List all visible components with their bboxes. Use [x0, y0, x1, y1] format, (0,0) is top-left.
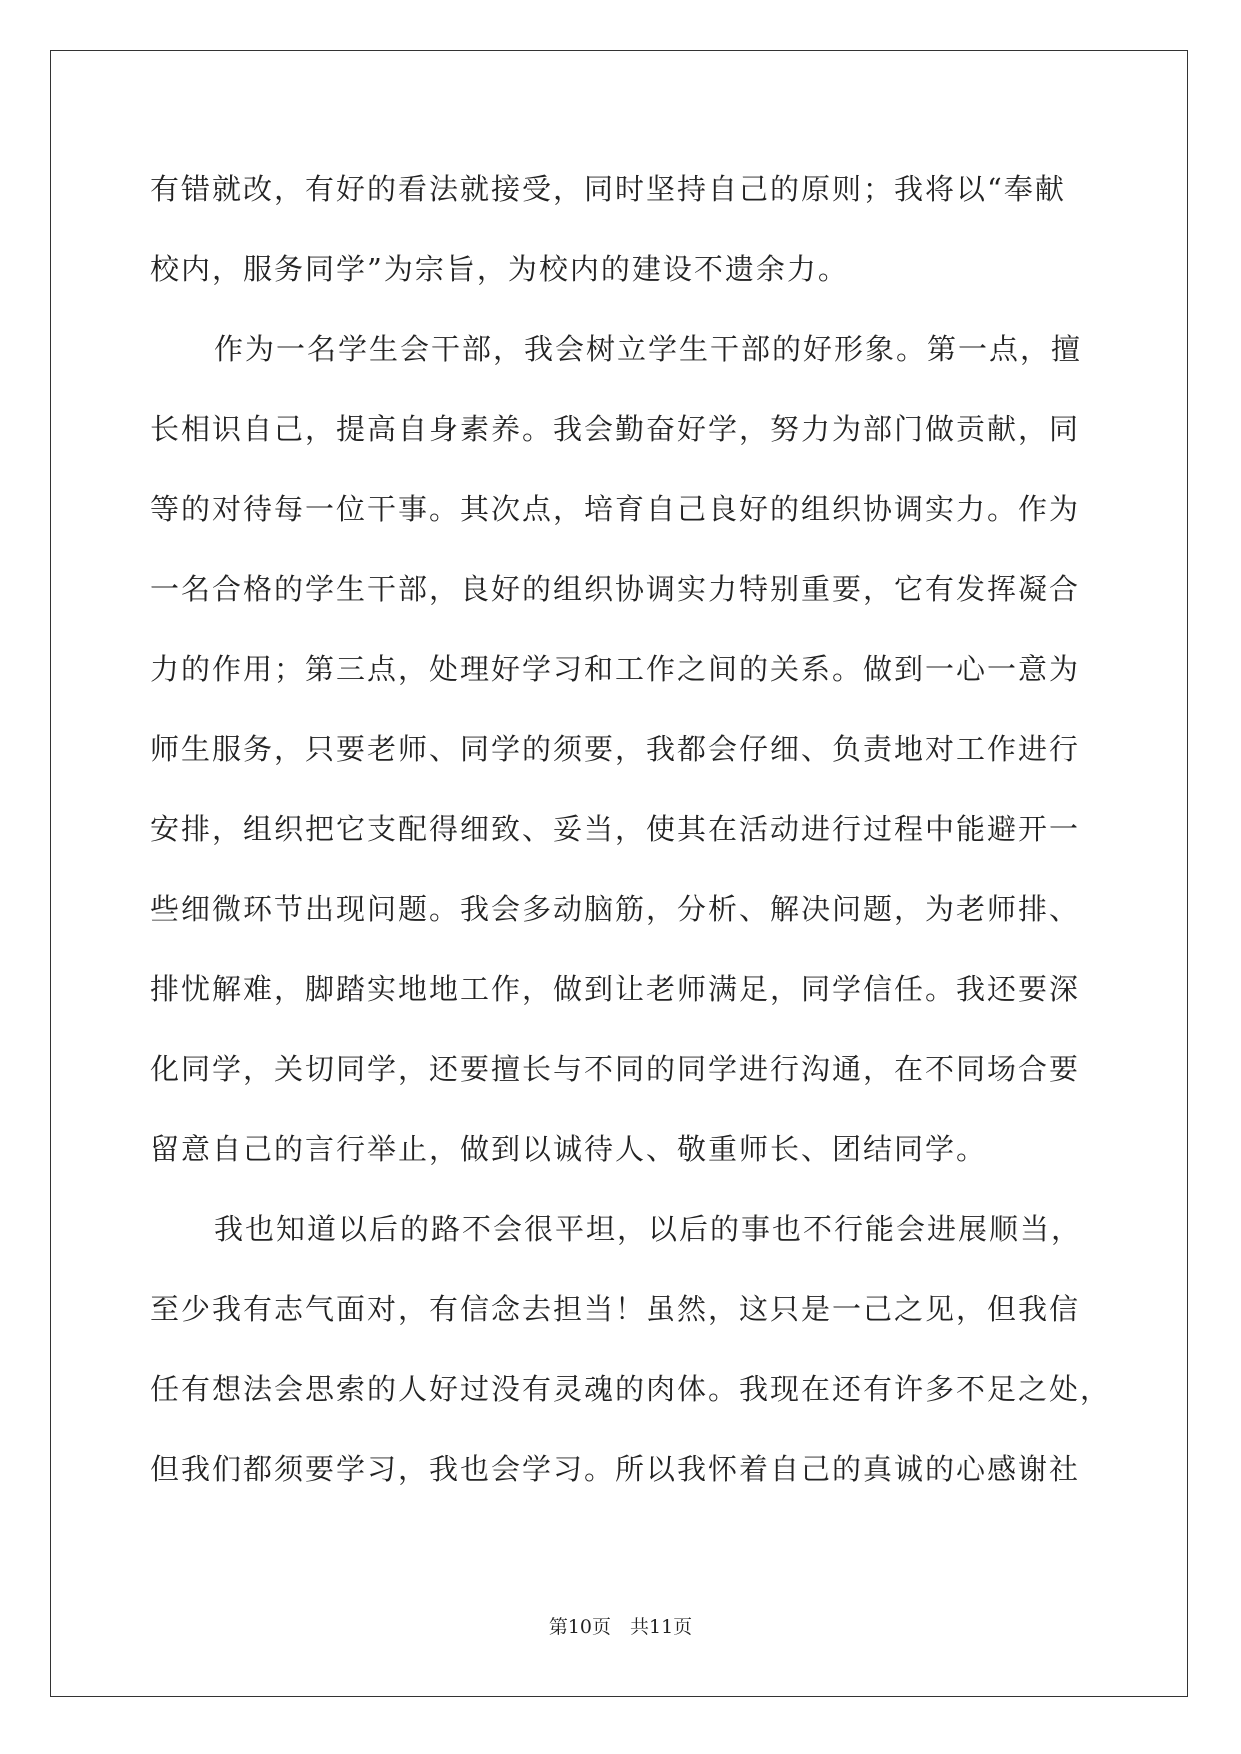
- text-line-10: 些细微环节出现问题。我会多动脑筋，分析、解决问题，为老师排、: [150, 892, 1081, 926]
- text-line-7: 力的作用；第三点，处理好学习和工作之间的关系。做到一心一意为: [150, 652, 1081, 686]
- text-line-6: 一名合格的学生干部，良好的组织协调实力特别重要，它有发挥凝合: [150, 572, 1081, 606]
- text-line-12: 化同学，关切同学，还要擅长与不同的同学进行沟通，在不同场合要: [150, 1052, 1081, 1086]
- text-line-16: 任有想法会思索的人好过没有灵魂的肉体。我现在还有许多不足之处，: [150, 1372, 1112, 1406]
- document-body: [150, 163, 1112, 1523]
- text-line-1: 有错就改，有好的看法就接受，同时坚持自己的原则；我将以“奉献: [150, 172, 1066, 206]
- text-line-5: 等的对待每一位干事。其次点，培育自己良好的组织协调实力。作为: [150, 492, 1081, 526]
- text-line-13: 留意自己的言行举止，做到以诚待人、敬重师长、团结同学。: [150, 1132, 988, 1166]
- text-line-8: 师生服务，只要老师、同学的须要，我都会仔细、负责地对工作进行: [150, 732, 1081, 766]
- text-line-4: 长相识自己，提高自身素养。我会勤奋好学，努力为部门做贡献，同: [150, 412, 1081, 446]
- text-line-17: 但我们都须要学习，我也会学习。所以我怀着自己的真诚的心感谢社: [150, 1452, 1081, 1486]
- page-number-footer: 第10页 共11页: [548, 1616, 693, 1638]
- text-line-2: 校内，服务同学”为宗旨，为校内的建设不遗余力。: [150, 252, 849, 286]
- text-line-14: 我也知道以后的路不会很平坦，以后的事也不行能会进展顺当，: [214, 1212, 1083, 1246]
- text-line-3: 作为一名学生会干部，我会树立学生干部的好形象。第一点，擅: [214, 332, 1083, 366]
- text-line-9: 安排，组织把它支配得细致、妥当，使其在活动进行过程中能避开一: [150, 812, 1081, 846]
- text-line-15: 至少我有志气面对，有信念去担当！虽然，这只是一己之见，但我信: [150, 1292, 1081, 1326]
- text-line-11: 排忧解难，脚踏实地地工作，做到让老师满足，同学信任。我还要深: [150, 972, 1081, 1006]
